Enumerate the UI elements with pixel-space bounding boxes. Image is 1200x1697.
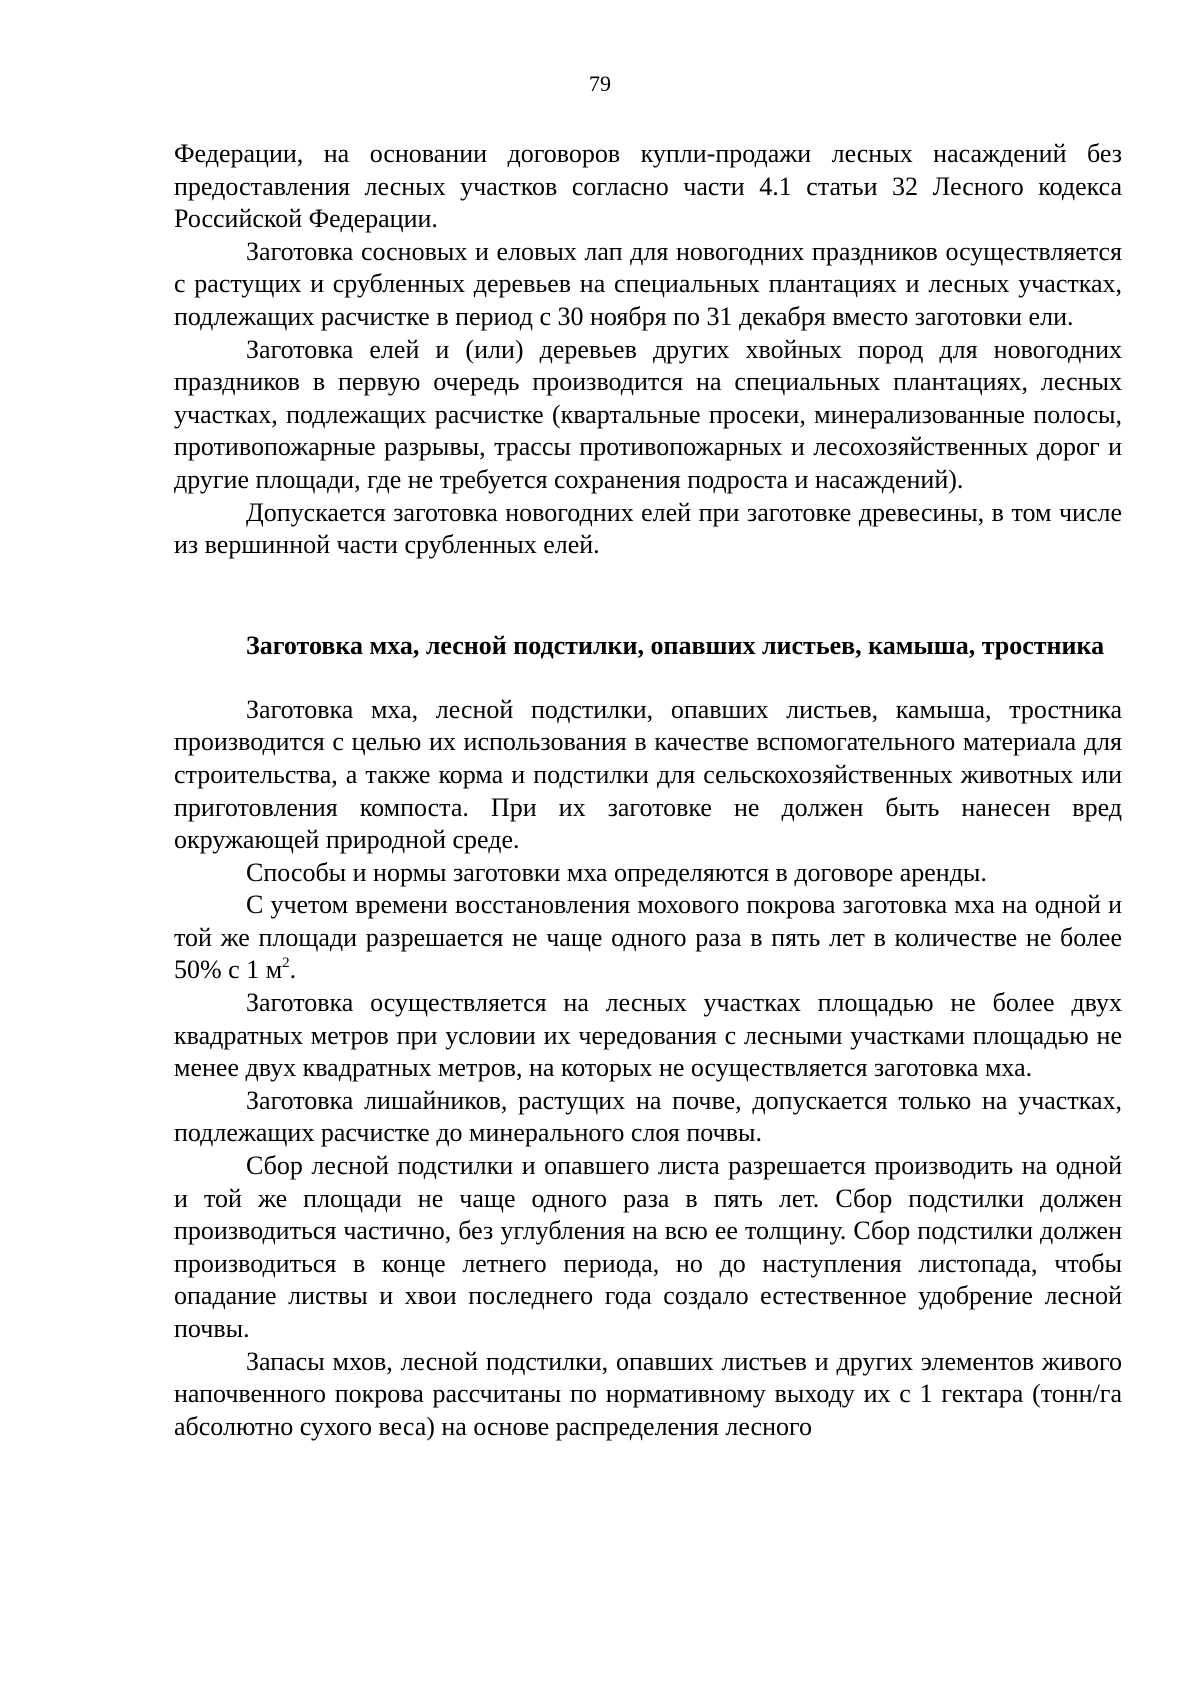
section-paragraph-1: Заготовка мха, лесной подстилки, опавших листьев, камыша, тростника производится с целью их использования в качестве вспомогательного материала для строительства, а также корма и подстилки для сельскохозяйственных животных или приготовления компоста. При их заготовке не должен быть нанесен вред окружающей природной среде. [174, 694, 1122, 855]
section-paragraph-7: Запасы мхов, лесной подстилки, опавших листьев и других элементов живого напочвенного покрова рассчитаны по нормативному выходу их с 1 гектара (тонн/га абсолютно сухого веса) на основе распределения лесного [174, 1346, 1122, 1441]
page-number: 79 [589, 71, 611, 96]
section-heading: Заготовка мха, лесной подстилки, опавших листьев, камыша, тростника [246, 630, 1105, 660]
paragraph-2: Заготовка сосновых и еловых лап для новогодних праздников осуществляется с растущих и срубленных деревьев на специальных плантациях и лесных участках, подлежащих расчистке в период с 30 ноября по 31 декабря вместо заготовки ели. [174, 236, 1122, 331]
section-paragraph-3-text: С учетом времени восстановления мохового покрова заготовка мха на одной и той же площади разрешается не чаще одного раза в пять лет в количестве не более 50% с 1 м [174, 890, 1122, 985]
paragraph-3: Заготовка елей и (или) деревьев других хвойных пород для новогодних праздников в первую очередь производится на специальных плантациях, лесных участках, подлежащих расчистке (квартальные просеки, минерализованные полосы, противопожарные разрывы, трассы противопожарных и лесохозяйственных дорог и другие площади, где не требуется сохранения подроста и насаждений). [174, 334, 1122, 494]
section-paragraph-4: Заготовка осуществляется на лесных участках площадью не более двух квадратных метров при условии их чередования с лесными участками площадью не менее двух квадратных метров, на которых не осуществляется заготовка мха. [174, 988, 1122, 1083]
paragraph-1: Федерации, на основании договоров купли-продажи лесных насаждений без предоставления лесных участков согласно части 4.1 статьи 32 Лесного кодекса Российской Федерации. [174, 139, 1122, 234]
section-paragraph-2: Способы и нормы заготовки мха определяются в договоре аренды. [246, 857, 987, 887]
section-paragraph-3-end: . [289, 955, 297, 985]
superscript-2: 2 [282, 955, 290, 972]
section-paragraph-5: Заготовка лишайников, растущих на почве, допускается только на участках, подлежащих расчистке до минерального слоя почвы. [174, 1085, 1122, 1148]
section-paragraph-3 [174, 889, 1122, 987]
document-body [174, 138, 1122, 1443]
paragraph-4: Допускается заготовка новогодних елей при заготовке древесины, в том числе из вершинной части срубленных елей. [174, 497, 1122, 560]
section-paragraph-6: Сбор лесной подстилки и опавшего листа разрешается производить на одной и той же площади не чаще одного раза в пять лет. Сбор подстилки должен производиться частично, без углубления на всю ее толщину. Сбор подстилки должен производиться в конце летнего периода, но до наступления листопада, чтобы опадание листвы и хвои последнего года создало естественное удобрение лесной почвы. [174, 1151, 1122, 1343]
